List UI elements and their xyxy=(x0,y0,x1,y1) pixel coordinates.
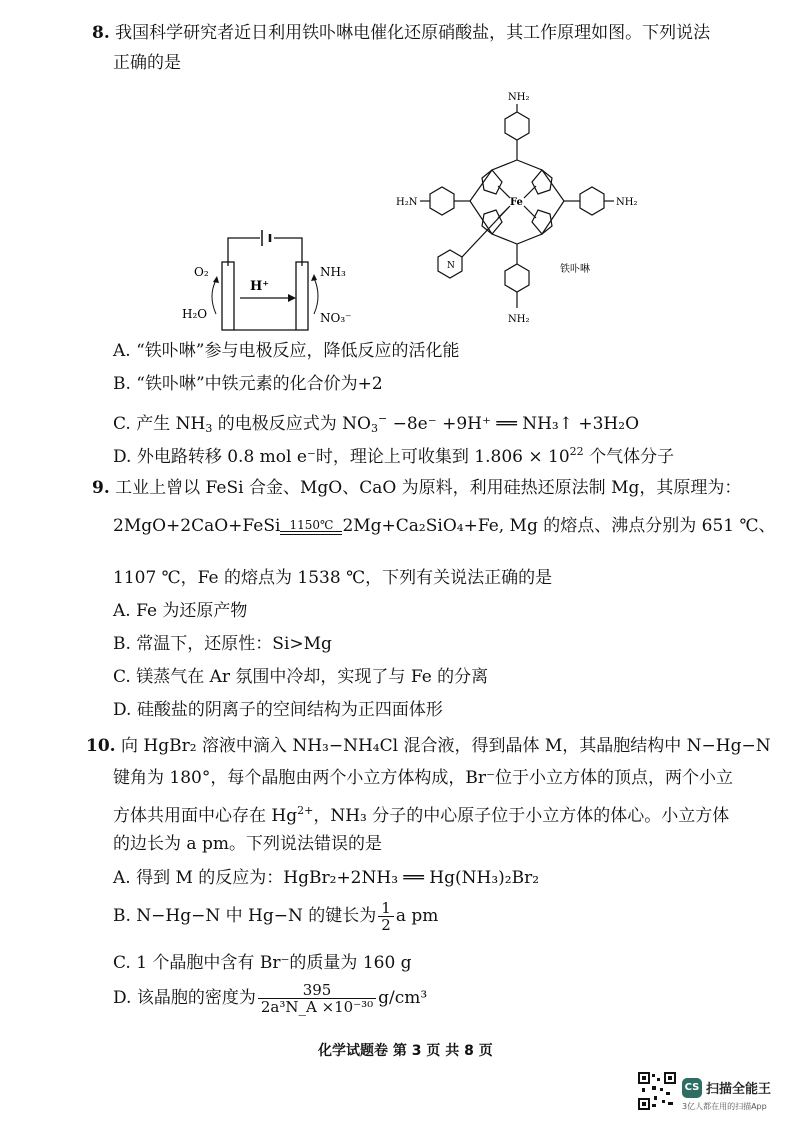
q10-number: 10. xyxy=(86,736,116,756)
q8-number: 8. xyxy=(92,23,110,43)
h2o-label: H₂O xyxy=(182,307,208,321)
cathode-curve-arrow xyxy=(314,278,318,314)
q8-option-d: D. 外电路转移 0.8 mol e⁻时，理论上可收集到 $1.806 \times 10^{22}$ 个气体分子 xyxy=(113,445,675,467)
phenyl-ring-left xyxy=(430,187,454,215)
phenyl-ring-right xyxy=(580,187,604,215)
proton-arrowhead xyxy=(288,294,296,302)
q9-stem-line1: 9. 工业上曾以 FeSi 合金、MgO、CaO 为原料，利用硅热还原法制 Mg，其原理为： xyxy=(92,478,742,498)
nh3-label: NH₃ xyxy=(320,265,346,279)
phenyl-ring-top xyxy=(505,112,529,140)
cathode-electrode xyxy=(296,262,308,330)
q9-stem-line3: 1107 ℃，Fe 的熔点为 1538 ℃，下列有关说法正确的是 xyxy=(113,568,553,588)
phenyl-ring-bottom xyxy=(505,264,529,292)
anode-curve-arrow xyxy=(212,280,216,314)
molecule-caption: 铁卟啉 xyxy=(560,264,590,275)
q9-option-a: A. Fe 为还原产物 xyxy=(113,601,248,621)
nh2-top-label: NH₂ xyxy=(508,92,530,103)
q8-stem-line1 xyxy=(92,22,710,44)
q9-equation: 2MgO+2CaO+FeSi 1150℃ 2Mg+Ca₂SiO₄+Fe, Mg 的熔点、沸点分别为 651 ℃、 xyxy=(113,516,776,536)
anode-curve-arrowhead xyxy=(213,276,219,283)
pyrrole-ring-top-left xyxy=(482,170,502,194)
nh2-bottom-label: NH₂ xyxy=(508,314,530,325)
q10-stem-line4: 的边长为 a pm。下列说法错误的是 xyxy=(113,834,382,854)
q10-option-d: D. 该晶胞的密度为 $\frac{395}{\text{2a³N\_A ×10⁻³⁰}}$ g/cm³ xyxy=(113,981,428,1016)
camscanner-subtitle: 3亿人都在用的扫描App xyxy=(682,1102,767,1111)
pyrrole-ring-bottom-left xyxy=(482,210,502,234)
q10-stem-line2: 键角为 180°，每个晶胞由两个小立方体构成，Br⁻位于小立方体的顶点，两个小立 xyxy=(113,768,733,788)
h2n-left-label: H₂N xyxy=(396,197,418,208)
q10-option-a: A. 得到 M 的反应为：HgBr₂+2NH₃ ══ Hg(NH₃)₂Br₂ xyxy=(113,868,540,888)
pyrrole-ring-top-right xyxy=(532,170,552,194)
q8-stem-line2: 正确的是 xyxy=(113,53,181,73)
hplus-label: H⁺ xyxy=(250,279,270,294)
q10-stem-line1: 10. 向 HgBr₂ 溶液中滴入 NH₃−NH₄Cl 混合液，得到晶体 M，其晶胞结构中 N−Hg−N xyxy=(86,736,771,756)
page-footer: 化学试题卷 第 3 页 共 8 页 xyxy=(318,1043,493,1059)
q9-option-d: D. 硅酸盐的阴离子的空间结构为正四面体形 xyxy=(113,700,443,720)
q10-stem-line3: 方体共用面中心存在 $Hg^{2+}$，NH₃ 分子的中心原子位于小立方体的体心。小立方体 xyxy=(113,804,730,826)
q8-stem-text: 我国科学研究者近日利用铁卟啉电催化还原硝酸盐，其工作原理如图。下列说法 xyxy=(115,23,711,43)
pyrrole-ring-bottom-right xyxy=(532,210,552,234)
q8-option-a: A. “铁卟啉”参与电极反应，降低反应的活化能 xyxy=(113,341,460,361)
q9-option-c: C. 镁蒸气在 Ar 氛围中冷却，实现了与 Fe 的分离 xyxy=(113,667,489,687)
density-fraction: $\frac{395}{\text{2a³N\_A ×10⁻³⁰}}$ xyxy=(258,982,376,1015)
q8-option-c: C. 产生 $NH_3$ 的电极反应式为 $NO_3^- -8e^- +9H^+$ ══ NH₃↑ +3H₂O xyxy=(113,412,640,435)
q9-option-b: B. 常温下，还原性：Si>Mg xyxy=(113,634,332,654)
pyridine-n-label: N xyxy=(447,261,455,271)
camscanner-title: 扫描全能王 xyxy=(706,1082,772,1097)
q8-option-b: B. “铁卟啉”中铁元素的化合价为+2 xyxy=(113,374,383,394)
q10-option-c: C. 1 个晶胞中含有 Br⁻的质量为 160 g xyxy=(113,953,412,973)
camscanner-logo-icon: CS xyxy=(682,1078,702,1098)
no3-label: NO₃⁻ xyxy=(320,311,352,325)
iron-porphyrin-structure xyxy=(392,82,652,334)
fe-center-label: Fe xyxy=(510,197,523,208)
anode-electrode xyxy=(222,262,234,330)
qr-code-icon xyxy=(638,1072,676,1110)
reaction-condition: 1150℃ xyxy=(280,519,342,535)
q9-number: 9. xyxy=(92,478,110,498)
electrolytic-cell-diagram xyxy=(182,226,360,336)
cathode-curve-arrowhead xyxy=(311,274,317,281)
fraction-half: $\frac{1}{2}$ xyxy=(378,900,394,933)
o2-label: O₂ xyxy=(194,265,209,279)
nh2-right-label: NH₂ xyxy=(616,197,638,208)
q10-option-b: B. N−Hg−N 中 Hg−N 的键长为 $\frac{1}{2}$ a pm xyxy=(113,899,439,934)
